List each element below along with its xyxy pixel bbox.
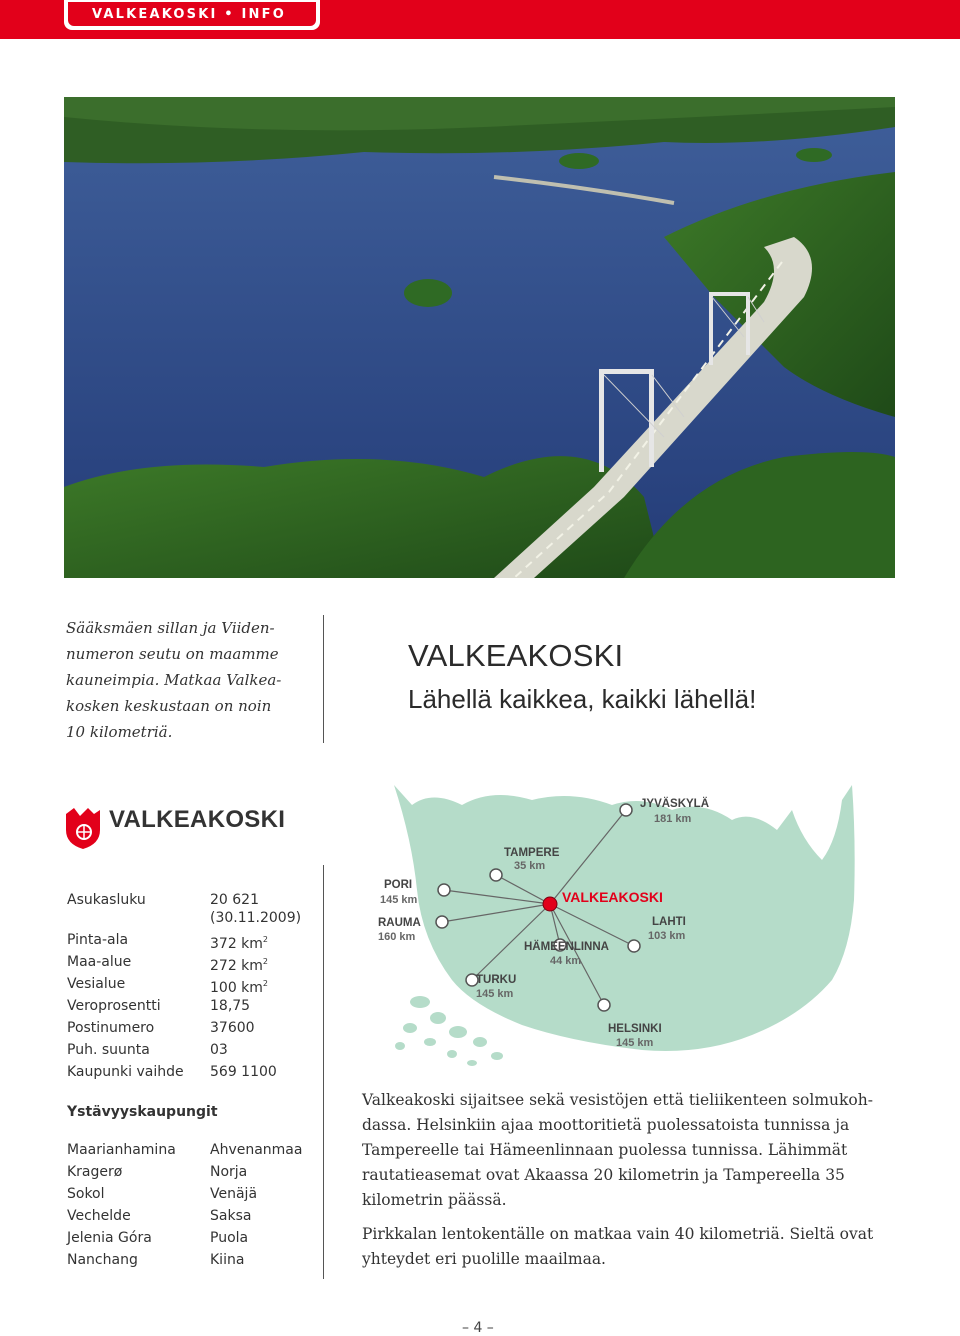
city-logo — [64, 804, 304, 854]
body-line: Valkeakoski sijaitsee sekä vesistöjen että tieliikenteen solmukoh- — [362, 1091, 873, 1109]
paragraph — [362, 1222, 902, 1272]
stat-key: Postinumero — [67, 1020, 155, 1036]
logo-wordmark: VALKEAKOSKI — [109, 806, 286, 833]
stat-value-text: 100 km — [210, 980, 263, 996]
twin-city-row — [67, 1249, 327, 1271]
valkeakoski-marker — [543, 897, 557, 911]
divider-top — [323, 615, 324, 743]
page-title: VALKEAKOSKI — [408, 638, 624, 673]
stat-key: Maa-alue — [67, 954, 132, 970]
body-text — [362, 1088, 902, 1281]
stat-row — [67, 929, 327, 951]
map-city-km: 35 km — [514, 860, 546, 872]
map-city-km: 145 km — [616, 1037, 654, 1049]
stat-value: (30.11.2009) — [210, 910, 302, 926]
stat-value-text: 272 km — [210, 958, 263, 974]
body-line: Pirkkalan lentokentälle on matkaa vain 40 kilometriä. Sieltä ovat — [362, 1225, 874, 1243]
stat-row — [67, 911, 327, 929]
twin-city-name: Nanchang — [67, 1252, 138, 1268]
stat-key: Vesialue — [67, 976, 126, 992]
header-bar — [0, 0, 960, 39]
caption-line: 10 kilometriä. — [66, 723, 173, 741]
body-line: dassa. Helsinkiin ajaa moottoritietä puolessatoista tunnissa ja — [362, 1116, 850, 1134]
twin-city-country: Saksa — [210, 1208, 252, 1224]
page-subtitle: Lähellä kaikkea, kaikki lähellä! — [408, 684, 757, 714]
twin-city-country: Ahvenanmaa — [210, 1142, 303, 1158]
caption-line: kauneimpia. Matkaa Valkea- — [66, 671, 282, 689]
twin-city-row — [67, 1139, 327, 1161]
stat-value: 18,75 — [210, 998, 251, 1014]
map-city-km: 145 km — [380, 894, 418, 906]
map-city-label: TAMPERE — [504, 847, 560, 859]
page-number: – 4 – — [462, 1320, 494, 1336]
twin-city-country: Puola — [210, 1230, 249, 1246]
body-line: Tampereelle tai Hämeenlinnaan puolessa tunnissa. Lähimmät — [362, 1141, 848, 1159]
header-tab-label: VALKEAKOSKI • INFO — [68, 2, 316, 26]
map-city-label: HELSINKI — [608, 1023, 662, 1035]
map-center-label: VALKEAKOSKI — [562, 889, 663, 905]
body-line: rautatieasemat ovat Akaassa 20 kilometrin ja Tampereella 35 — [362, 1166, 845, 1184]
twin-city-name: Sokol — [67, 1186, 105, 1202]
stat-row — [67, 1061, 327, 1083]
twin-city-row — [67, 1183, 327, 1205]
stat-row — [67, 951, 327, 973]
header-tab — [64, 0, 320, 30]
stat-row — [67, 973, 327, 995]
stat-row — [67, 1017, 327, 1039]
twin-city-country: Venäjä — [210, 1186, 258, 1202]
stat-value-text: 372 km — [210, 936, 263, 952]
map-city-label: JYVÄSKYLÄ — [640, 798, 710, 810]
stat-unit-sup: 2 — [262, 935, 269, 944]
twin-city-name: Jelenia Góra — [67, 1230, 152, 1246]
stat-row — [67, 995, 327, 1017]
stat-value: 20 621 — [210, 892, 259, 908]
distance-map — [372, 780, 858, 1080]
stat-value: 03 — [210, 1042, 228, 1058]
map-city-km: 103 km — [648, 930, 686, 942]
bridge-aerial-photo — [64, 97, 895, 578]
stat-unit-sup: 2 — [262, 979, 269, 988]
coat-of-arms-icon — [64, 804, 102, 850]
stat-unit-sup: 2 — [262, 957, 269, 966]
map-city-label: HÄMEENLINNA — [524, 941, 609, 953]
map-city-km: 181 km — [654, 813, 692, 825]
stat-key: Puh. suunta — [67, 1042, 150, 1058]
map-city-label: TURKU — [476, 974, 517, 986]
stat-value: 37600 — [210, 1020, 255, 1036]
city-stats — [67, 889, 327, 1083]
map-city-km: 44 km — [550, 955, 582, 967]
body-line: kilometrin päässä. — [362, 1191, 507, 1209]
stat-row — [67, 889, 327, 911]
twin-city-row — [67, 1227, 327, 1249]
twin-city-country: Norja — [210, 1164, 248, 1180]
body-line: yhteydet eri puolille maailmaa. — [362, 1250, 606, 1268]
stat-value: 569 1100 — [210, 1064, 277, 1080]
photo-caption — [66, 615, 306, 745]
map-city-km: 160 km — [378, 931, 416, 943]
stat-key: Veroprosentti — [67, 998, 161, 1014]
twin-city-name: Vechelde — [67, 1208, 131, 1224]
twin-city-country: Kiina — [210, 1252, 245, 1268]
twin-cities-list — [67, 1139, 327, 1271]
twin-city-name: Kragerø — [67, 1164, 123, 1180]
stat-key: Asukasluku — [67, 892, 146, 908]
caption-line: Sääksmäen sillan ja Viiden- — [66, 619, 275, 637]
map-city-label: PORI — [384, 879, 413, 891]
paragraph — [362, 1088, 902, 1213]
twin-cities-heading: Ystävyyskaupungit — [67, 1104, 218, 1120]
twin-city-row — [67, 1161, 327, 1183]
caption-line: kosken keskustaan on noin — [66, 697, 272, 715]
stat-key: Pinta-ala — [67, 932, 129, 948]
twin-city-row — [67, 1205, 327, 1227]
twin-city-name: Maarianhamina — [67, 1142, 176, 1158]
stat-row — [67, 1039, 327, 1061]
map-city-label: LAHTI — [652, 916, 686, 928]
map-city-label: RAUMA — [378, 917, 421, 929]
map-city-km: 145 km — [476, 988, 514, 1000]
stat-key: Kaupunki vaihde — [67, 1064, 184, 1080]
caption-line: numeron seutu on maamme — [66, 645, 279, 663]
